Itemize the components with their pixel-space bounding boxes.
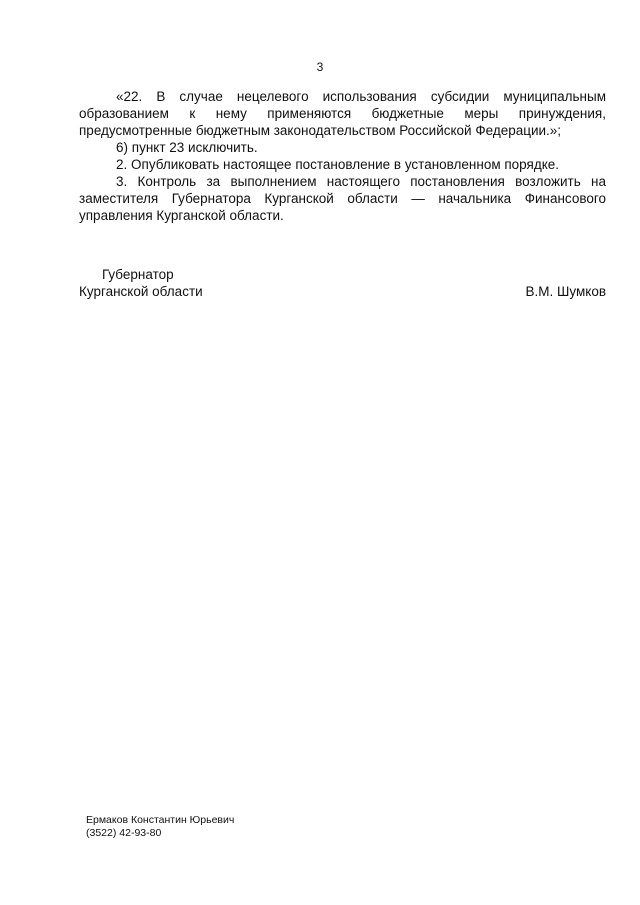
paragraph-item-3: 3. Контроль за выполнением настоящего постановления возложить на заместителя Губернатора Курганской области — начальника Финансового управления Курганской области. [79, 174, 606, 223]
paragraph-item-6: 6) пункт 23 исключить. [116, 140, 258, 155]
document-body [79, 88, 606, 224]
signatory-region: Курганской области [79, 284, 203, 299]
executor-footer [86, 814, 234, 840]
executor-phone: (3522) 42-93-80 [86, 827, 162, 839]
signature-block [79, 266, 606, 300]
paragraph-clause-22: «22. В случае нецелевого использования субсидии муниципальным образованием к нему применяются бюджетные меры принуждения, предусмотренные бюджетным законодательством Российской Федерации.»; [79, 89, 606, 138]
signatory-title: Губернатор [102, 267, 174, 282]
paragraph-item-2: 2. Опубликовать настоящее постановление в установленном порядке. [116, 157, 560, 172]
executor-name: Ермаков Константин Юрьевич [86, 814, 235, 826]
signatory-name: В.М. Шумков [525, 284, 606, 299]
page-number: 3 [316, 60, 324, 74]
